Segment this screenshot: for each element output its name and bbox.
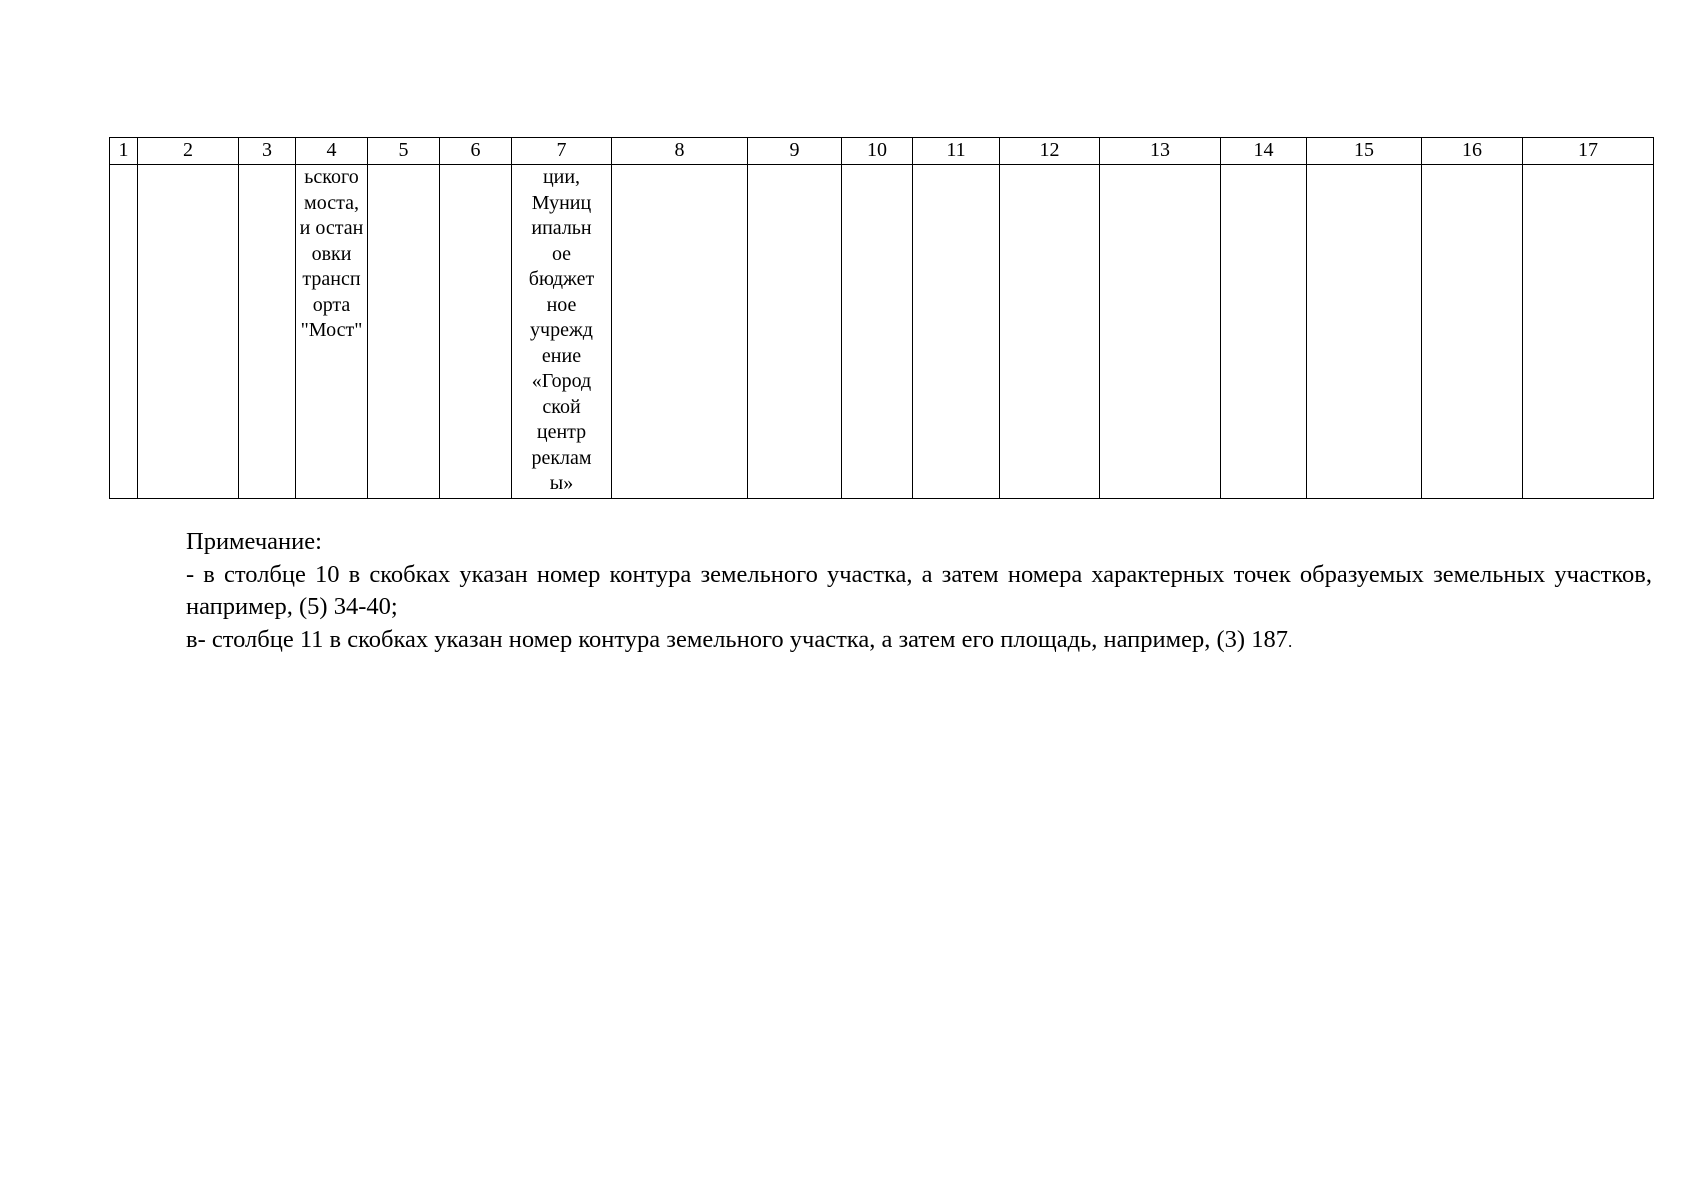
table-header-row [110, 138, 1654, 165]
column-number: 1 [110, 138, 138, 165]
cell-text-line: и остан [299, 217, 364, 239]
table-cell [138, 165, 239, 499]
cell-text-line: моста, [304, 191, 359, 214]
cell-text-line: ьского [304, 166, 359, 188]
table-cell [110, 165, 138, 499]
column-number: 14 [1221, 138, 1307, 165]
note-line-column-10: - в столбце 10 в скобках указан номер контура земельного участка, а затем номера характерных точек образуемых земельных участков, например, (5) 34-40; [186, 560, 1652, 620]
cell-text-line: реклам [531, 446, 592, 469]
cell-text-line: орта [312, 293, 351, 316]
column-number: 16 [1422, 138, 1523, 165]
table-cell-col7 [512, 165, 612, 499]
cell-text-line: ное [546, 293, 577, 316]
table-cell [440, 165, 512, 499]
table-cell [1100, 165, 1221, 499]
cell-text-line: ы» [549, 472, 574, 494]
cell-text-line: "Мост" [300, 319, 363, 341]
column-number: 6 [440, 138, 512, 165]
column-number: 8 [612, 138, 748, 165]
cell-text-line: овки [311, 242, 352, 265]
column-number: 11 [913, 138, 1000, 165]
table-cell [239, 165, 296, 499]
column-number: 13 [1100, 138, 1221, 165]
table-cell [748, 165, 842, 499]
table-cell [612, 165, 748, 499]
column-number: 15 [1307, 138, 1422, 165]
cell-text-line: «Город [531, 370, 592, 392]
table-cell-col4 [296, 165, 368, 499]
note-title: Примечание: [186, 528, 322, 555]
column-number: 17 [1523, 138, 1654, 165]
column-number: 3 [239, 138, 296, 165]
table-cell [368, 165, 440, 499]
table-cell [1422, 165, 1523, 499]
note-line-column-11-text: в- столбце 11 в скобках указан номер контура земельного участка, а затем его площадь, например, (3) 187 [186, 625, 1288, 653]
column-number: 10 [842, 138, 913, 165]
cell-text-line: ипальн [531, 217, 592, 239]
cell-text-line: ции, [542, 166, 581, 188]
table-cell [1000, 165, 1100, 499]
note-block [186, 526, 1652, 658]
cell-text-line: бюджет [528, 268, 595, 290]
note-line-column-11 [186, 624, 1652, 659]
cell-text-line: ской [542, 395, 581, 418]
table-cell [1221, 165, 1307, 499]
note-line-end-dot: . [1287, 631, 1293, 651]
table-cell [913, 165, 1000, 499]
column-number: 4 [296, 138, 368, 165]
cell-text-line: учрежд [530, 319, 593, 341]
table-cell [842, 165, 913, 499]
cell-text-line: Муниц [531, 191, 592, 214]
column-number: 12 [1000, 138, 1100, 165]
column-number: 5 [368, 138, 440, 165]
column-number: 7 [512, 138, 612, 165]
table-cell [1523, 165, 1654, 499]
table-row [110, 165, 1654, 499]
cell-text-line: центр [536, 421, 587, 443]
land-plots-table [109, 137, 1654, 499]
cell-text-line: трансп [302, 268, 361, 290]
table-cell [1307, 165, 1422, 499]
column-number: 2 [138, 138, 239, 165]
column-number: 9 [748, 138, 842, 165]
cell-text-line: ое [551, 242, 572, 265]
cell-text-line: ение [541, 344, 582, 367]
